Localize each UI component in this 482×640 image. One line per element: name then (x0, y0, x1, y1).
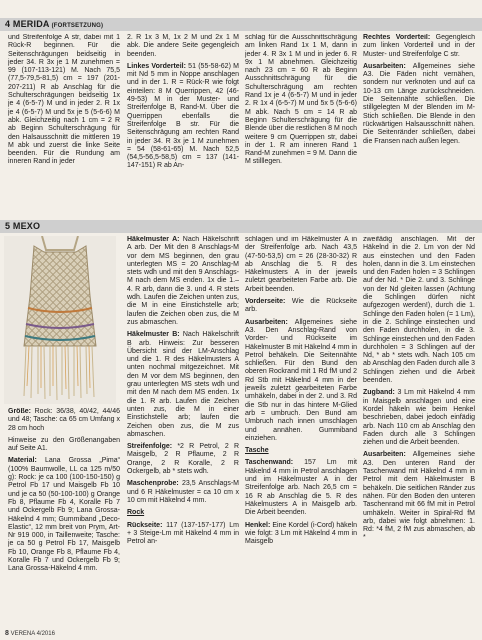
paragraph: Streifenfolge: *2 R Petrol, 2 R Maisgelb, 2 R Pflaume, 2 R Orange, 2 R Koralle, 2 R Ockergelb, ab * stets wdh. (127, 443, 239, 476)
text-column-8 (363, 236, 475, 630)
paragraph-heading: Häkelmuster A: (127, 236, 180, 243)
paragraph: Größe: Rock: 36/38, 40/42, 44/46 und 48; Tasche: ca 65 cm Umfang x 28 cm hoch (8, 408, 120, 432)
paragraph: Henkel: Eine Kordel (i-Cord) häkeln wie folgt: 3 Lm mit Häkelnd 4 mm in Maisgelb (245, 521, 357, 546)
paragraph: Hinweise zu den Größenangaben auf Seite A1. (8, 436, 120, 453)
magazine-name: VERENA 4/2016 (10, 631, 55, 637)
section-header-mexo (0, 220, 482, 233)
subheading: Tasche (245, 447, 269, 455)
section-title: 5 MEXO (5, 221, 41, 231)
subheading: Rock (127, 509, 145, 517)
paragraph: Zugband: 3 Lm mit Häkelnd 4 mm in Maisgelb anschlagen und eine Kordel häkeln wie beim Henkel beschrieben, dabei jedoch einfädig arb. Nach 110 cm ab Anschlag den Faden durch alle 3 Schlingen ziehen und die Arbeit beenden. (363, 389, 475, 447)
paragraph-heading: Streifenfolge: (127, 443, 173, 451)
paragraph: Material: Lana Grossa „Pima“ (100% Baumwolle, LL ca 125 m/50 g): Rock: je ca 100 (100-150-150) g Petrol Fb 17 und Maisgelb Fb 10 und je ca 50 (50-100-100) g Orange Fb 8, Pflaume Fb 4, Koralle Fb 7 und Ockergelb Fb 9; Lana Grossa-Häkelnd 4 mm; Gummiband „Deco-Elastic“, 12 mm breit von Prym, Art-Nr 919 000, in Taillenweite; Tasche: je ca 50 g Petrol Fb 17, Maisgelb Fb 10, Orange Fb 8, Pflaume Fb 4, Koralle Fb 7 und Ockergelb Fb 9; Lana Grossa-Häkelnd 4 mm. (8, 457, 120, 573)
text-column-7 (245, 236, 357, 630)
page-number: 8 (5, 630, 9, 637)
paragraph: Vorderseite: Wie die Rückseite arb. (245, 298, 357, 314)
section-title: 4 MERIDA (5, 19, 50, 29)
text-column-4 (363, 34, 475, 209)
paragraph-heading: Rechtes Vorderteil: (363, 34, 431, 41)
paragraph: Ausarbeiten: Allgemeines siehe A3. Den unteren Rand der Taschenwand mit Häkelnd 4 mm in Petrol mit dem Häkelmuster B behäkeln. Die seitlichen Ränder zus nähen. Für den Boden den unteren Taschenrand mit 66 fM mit in Petrol umhäkeln. Weiter in Spiral-Rd fM arb, dabei wie folgt abnehmen: 1. Rd: *4 fM, 2 fM zus abmaschen, ab * (363, 451, 475, 542)
garment-photo (4, 236, 116, 404)
paragraph: zweifädig anschlagen. Mit der Häkelnd in die 2. Lm von der Nd aus einstechen und den Faden holen, dann in die 3. Lm einstechen und den Faden holen = 3 Schlingen auf der Nd. * Die 2. und 3. Schlinge von der Nd gleiten lassen (Achtung die Schlingen dürfen nicht aufgezogen werden!), durch die 1. Schlinge den Faden holen (= 1 Lm), in die 2. Schlinge einstechen und den Faden durchholen, in die 3. Schlinge einstechen und den Faden durchholen = 3 Schlingen auf der Nd, * ab * stets wdh. Nach 105 cm ab Anschlag den Faden durch alle 3 Schlingen ziehen und die Arbeit beenden. (363, 236, 475, 385)
paragraph: schlag für die Ausschnittschrägung am linken Rand 1x 1 M, dann in jeder 4. R 3x 1 M und in jeder 6. R 9x 1 M abnehmen. Gleichzeitig nach 23 cm = 60 R ab Beginn Ausschnittschrägung für die Schulterschrägung am rechten Rand 1x je 4 (6-5-7) M und in jeder 2. R 1x 4 (6-5-7) M und 5x 5 (5-6-6) M abk. Nach 5 cm = 14 R ab Beginn Schulterschrägung für die Blende über die restlichen 8 M noch weitere 9 cm Querrippen str, dabei in der 1. R am inneren Rand 1 Rand-M zunehmen = 9 M. Dann die M stilllegen. (245, 34, 357, 166)
paragraph-heading: Ausarbeiten: (363, 451, 406, 459)
crochet-top-illustration (4, 236, 116, 404)
text-column-5 (8, 408, 120, 630)
paragraph-heading: Rückseite: (127, 521, 163, 529)
paragraph: 2. R 1x 3 M, 1x 2 M und 2x 1 M abk. Die andere Seite gegengleich beenden. (127, 34, 239, 58)
page-footer (5, 630, 55, 637)
paragraph-heading: Größe: (8, 408, 31, 415)
paragraph-heading: Vorderseite: (245, 298, 286, 306)
paragraph: und Streifenfolge A str, dabei mit 1 Rück-R beginnen. Für die Seitenschrägungen beidseitig in jeder 34. R 3x je 1 M zunehmen = 99 (107-113-121) M. Nach 75,5 (77,5-79,5-81,5) cm = 197 (201-207-211) R ab Anschlag für die Schulterschrägungen beidseitig 1x je 4 (6-5-7) M und in jeder 2. R 1x je 4 (6-5-7) M und 5x je 5 (5-6-6) M abk. Gleichzeitig nach 1 cm = 2 R ab Beginn Schulterschrägung für den Halsausschnitt die mittleren 19 M abk und zuerst die linke Seite beenden. Für die Rundung am inneren Rand in jeder (8, 34, 120, 166)
paragraph-heading: Ausarbeiten: (363, 62, 406, 70)
section-header-merida (0, 18, 482, 31)
text-column-6 (127, 236, 239, 630)
paragraph: Maschenprobe: 23,5 Anschlags-M und 6 R Häkelmuster = ca 10 cm x 10 cm mit Häkelnd 4 mm. (127, 480, 239, 504)
paragraph-heading: Henkel: (245, 521, 271, 529)
paragraph: Taschenwand: 157 Lm mit Häkelnd 4 mm in Petrol anschlagen und im Häkelmuster A in der Streifenfolge arb. Nach 26,5 cm = 16 R ab Anschlag die 5. R des Häkelmusters A in Maisgelb arb. Die Arbeit beenden. (245, 459, 357, 517)
text-column-2 (127, 34, 239, 209)
section-subtitle: (FORTSETZUNG) (51, 23, 104, 29)
paragraph-heading: Maschenprobe: (127, 480, 179, 488)
paragraph-heading: Häkelmuster B: (127, 331, 180, 339)
paragraph: Ausarbeiten: Allgemeines siehe A3. Die Fäden nicht vernähen, sondern nur verknoten und auf ca 10-13 cm Länge zurückschneiden. Die Seitennähte schließen. Die stillgelegten M der Blenden im M-Stich schließen. Die Blende in den rückwärtigen Halsausschnitt nähen. Die Seitenränder schließen, dabei die Fransen nach außen legen. (363, 62, 475, 145)
paragraph: schlagen und im Häkelmuster A in der Streifenfolge arb. Nach 43,5 (47-50-53,5) cm = 26 (28-30-32) R ab Anschlag die 5. R des Häkelmusters A in der jeweils zuletzt gearbeiteten Farbe arb. Die Arbeit beenden. (245, 236, 357, 293)
paragraph: Ausarbeiten: Allgemeines siehe A3. Den Anschlag-Rand von Vorder- und Rückseite im Häkelmuster B mit Häkelnd 4 mm in Petrol behäkeln. Die Seitennähte schließen. Für den Bund den oberen Rockrand mit 1 Rd fM und 2 Rd Stb mit Häkelnd 4 mm in der jeweils zuletzt gearbeiteten Farbe umhäkeln, dabei in der 2. und 3. Rd die Stb nur in das hintere M-Glied arb = umbruch. Den Bund am Umbruch nach innen umschlagen und annähen. Gummiband einziehen. (245, 318, 357, 442)
paragraph-heading: Linkes Vorderteil: (127, 62, 186, 70)
paragraph-heading: Material: (8, 457, 37, 465)
paragraph: Rechtes Vorderteil: Gegengleich zum linken Vorderteil und in der Muster- und Streifenfolge C str. (363, 34, 475, 58)
paragraph-heading: Ausarbeiten: (245, 318, 288, 326)
paragraph: Rückseite: 117 (137-157-177) Lm + 3 Steige-Lm mit Häkelnd 4 mm in Petrol an- (127, 521, 239, 546)
paragraph: Linkes Vorderteil: 51 (55-58-62) M mit Nd 5 mm in Noppe anschlagen und in der 1. R = Rück-R wie folgt einteilen: 8 M Querrippen, 42 (46-49-53) M in der Muster- und Streifenfolge B, Rand-M. Über die Querrippen ebenfalls die Streifenfolge B str. Für die Seitenschrägung am rechten Rand in jeder 34. R 3x je 1 M zunehmen = 54 (58-61-65) M. Nach 52,5 (54,5-56,5-58,5) cm = 137 (141-147-151) R ab An- (127, 62, 239, 170)
paragraph: Häkelmuster A: Nach Häkelschrift A arb. Der Mit den 8 Anschlags-M vor dem MS beginnen, den grau unterlegten MS = 20 Anschlag-M stets wdh und mit den 9 Anschlags-M nach dem MS enden. 1x die 1.–4. R arb, dann die 3. und 4. R stets wdh. Laufen die Zeichen unten zus, die M in eine Einstichstelle arb; laufen die Zeichen oben zus, die M zus abmaschen. (127, 236, 239, 326)
text-column-1 (8, 34, 120, 209)
text-column-3 (245, 34, 357, 209)
paragraph: Häkelmuster B: Nach Häkelschrift B arb. Hinweis: Zur besseren Übersicht sind der LM-Anschlag und die 1. R des Häkelmusters A unten nochmal mitgezeichnet. Mit den M vor dem MS beginnen, den grau unterlegten MS stets wdh und mit den M nach dem MS enden. 1x die 1. R arb. Laufen die Zeichen unten zus, die M in einer Einstichstelle arb; laufen die Zeichen oben zus, die M zus abmaschen. (127, 331, 239, 438)
paragraph-heading: Taschenwand: (245, 459, 294, 467)
paragraph-heading: Zugband: (363, 389, 395, 397)
